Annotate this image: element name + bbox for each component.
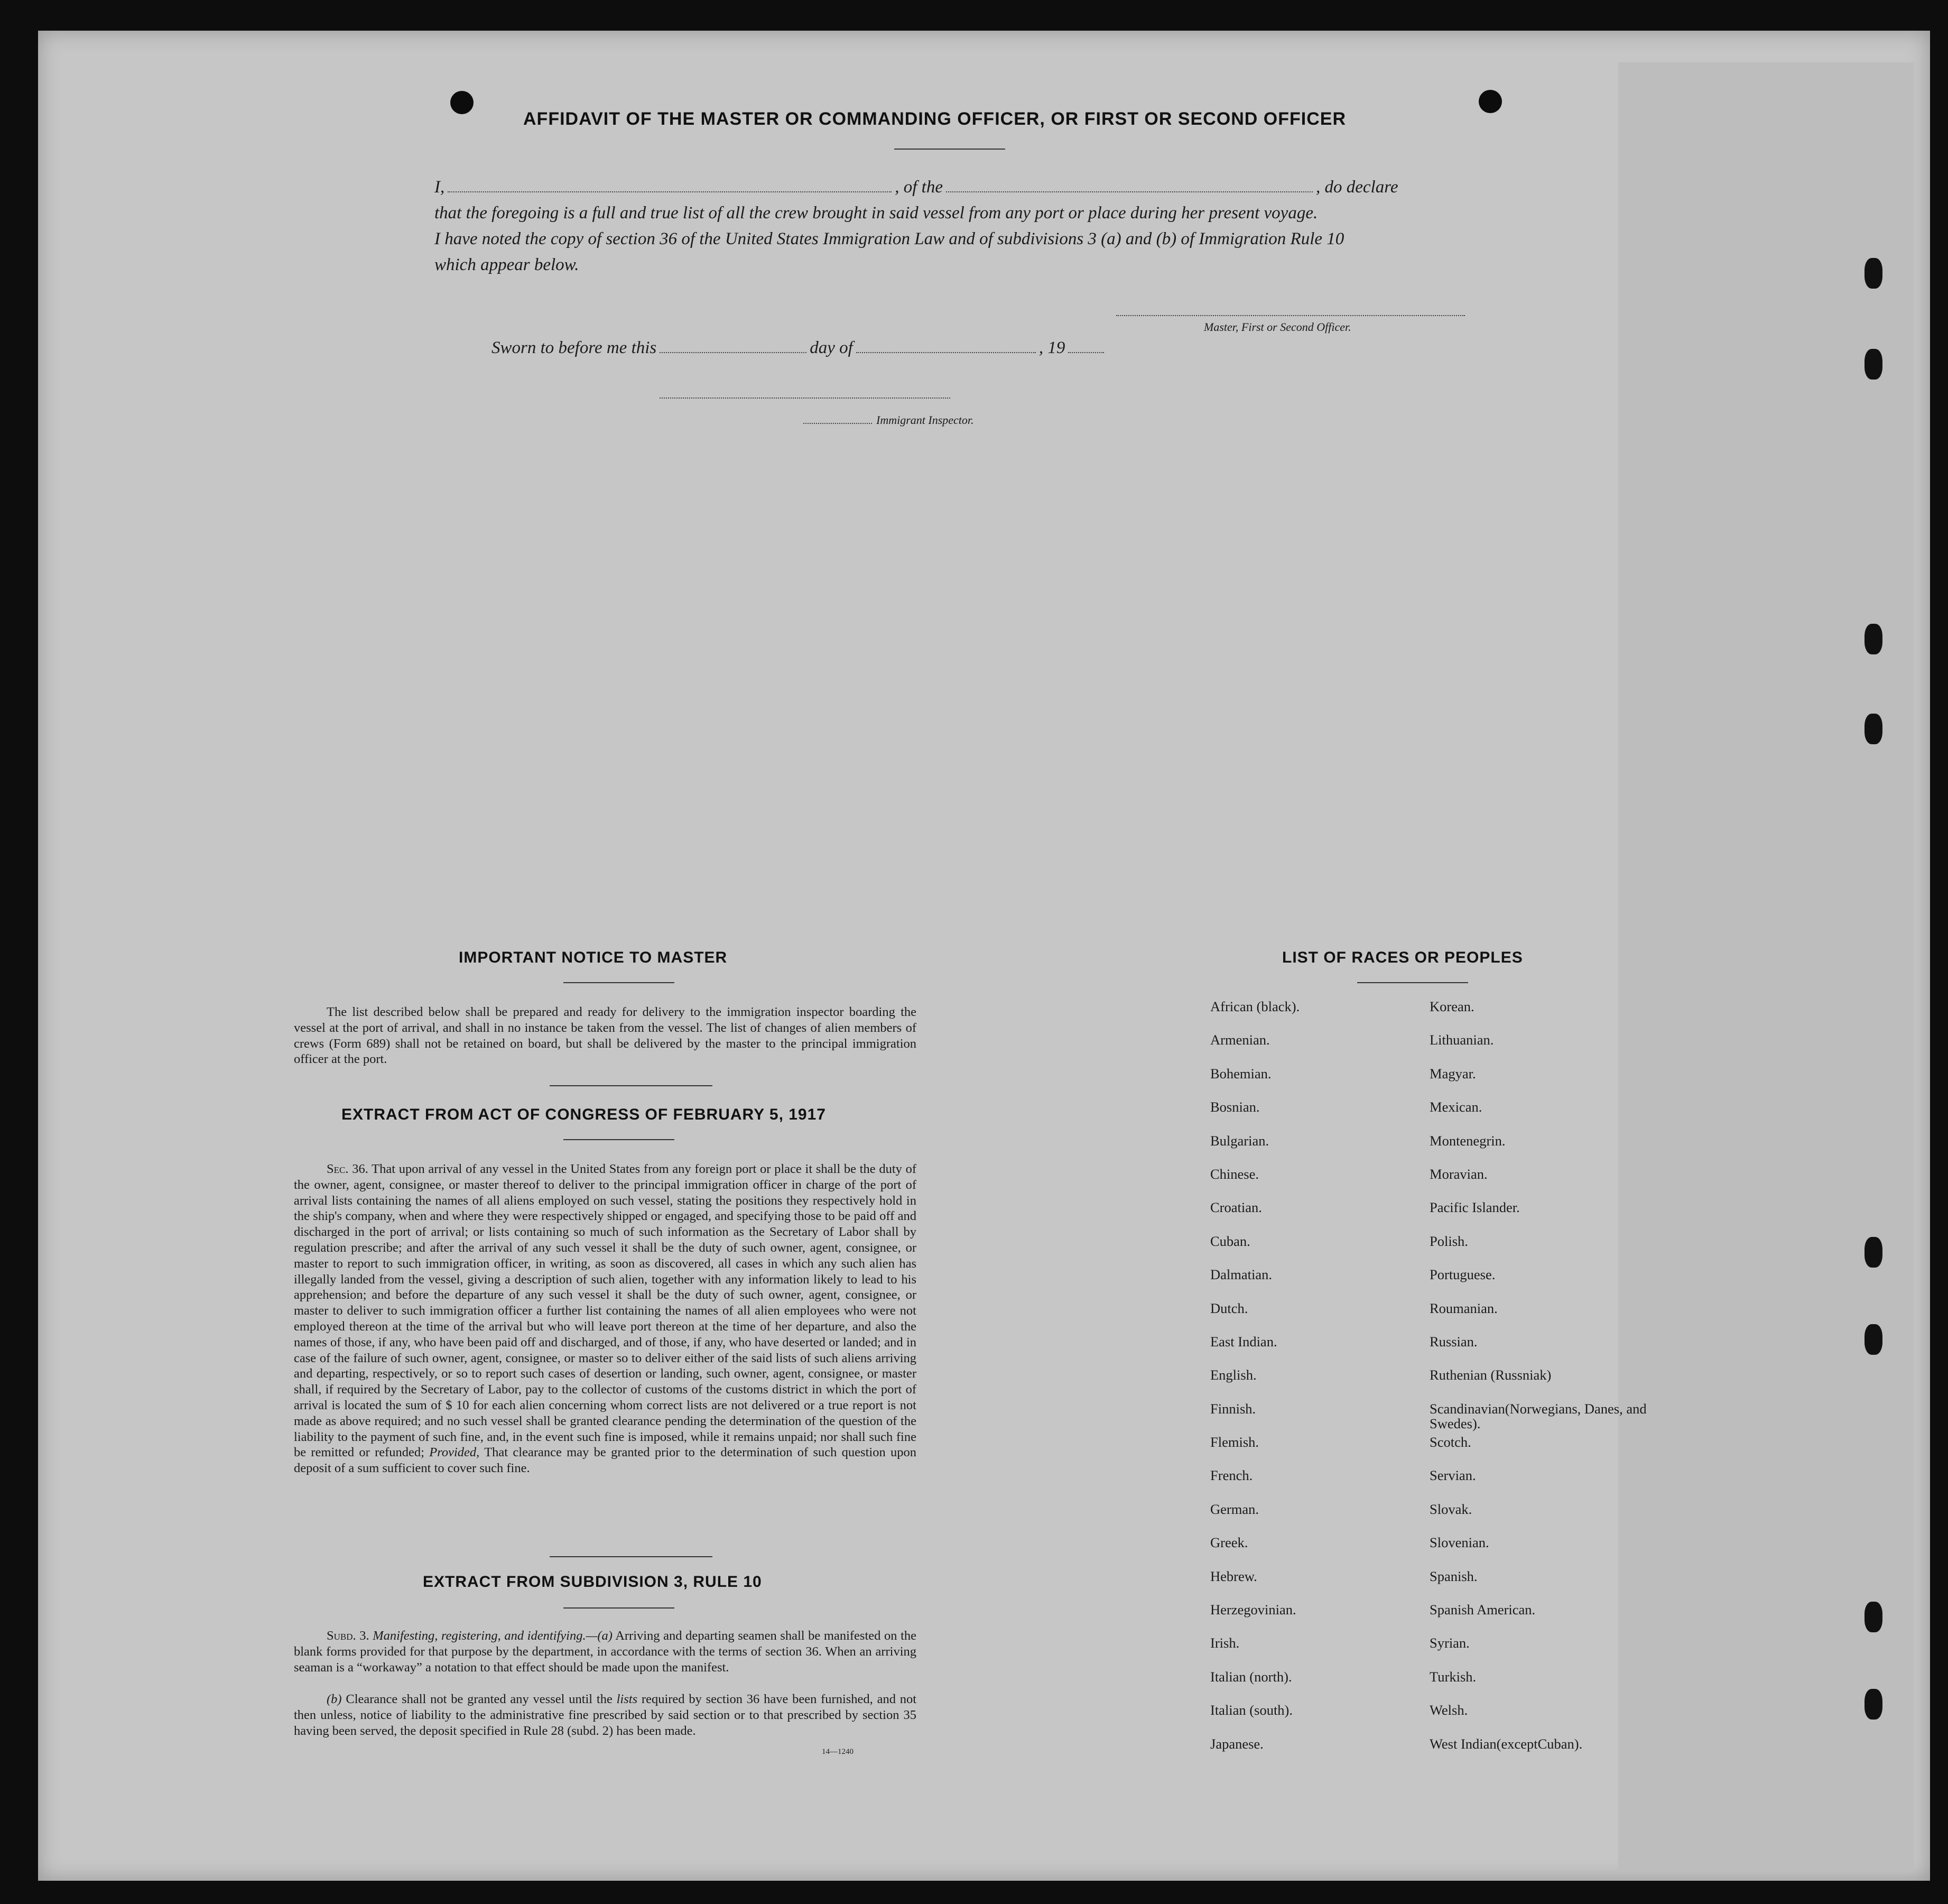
race-item: Magyar. [1430,1065,1476,1082]
affidavit-body [434,174,1499,278]
race-item: Mexican. [1430,1099,1482,1115]
race-item: Roumanian. [1430,1300,1498,1316]
act-text [294,1161,916,1476]
punch-hole-right [1479,90,1502,113]
race-item: Syrian. [1430,1635,1470,1651]
inspector-caption-leader [803,423,872,424]
race-item: Montenegrin. [1430,1132,1506,1149]
vessel-blank[interactable] [946,191,1313,192]
rule-subd-label: Subd. 3. [327,1629,369,1643]
affidavit-line-3: I have noted the copy of section 36 of the United States Immigration Law and of subdivisions 3 (a) and (b) of Immigration Rule 10 [434,229,1344,248]
name-blank[interactable] [448,191,892,192]
race-item: Finnish. [1210,1400,1256,1417]
rule-text-a [294,1628,916,1675]
sworn-year: , 19 [1038,338,1065,357]
act-section-body: That upon arrival of any vessel in the United States from any foreign port or place it shall be the duty of the owner, agent, consignee, or master thereof to deliver to the principal immigration officer in charge of the port of arrival lists containing the names of all aliens employed on such vessel, stating the positions they respectively hold in the ship's company, when and where they were respectively shipped or engaged, and specifying those to be paid off and discharged in the port of arrival; or lists containing so much of such information as the Secretary of Labor shall by regulation prescribe; and after the arrival of any such vessel it shall be the duty of such owner, agent, consignee, or master to report to such immigration officer, in writing, as soon as discovered, all cases in which any such alien has illegally landed from the vessel, giving a description of such alien, together with any information likely to lead to his apprehension; and before the departure of any such vessel it shall be the duty of such owner, agent, consignee, or master to deliver to such immigration officer a further list containing the names of all alien employees who were not employed thereon at the time of the arrival but who will leave port thereon at the time of her departure, and also the names of those, if any, who have been paid off and discharged, and of those, if any, who have deserted or landed; and in case of the failure of such owner, agent, consignee, or master so to deliver either of the said lists of such aliens arriving and departing, respectively, or so to report such cases of desertion or landing, such owner, agent, consignee, or master shall, if required by the Secretary of Labor, pay to the collector of customs of the customs district in which the port of arrival is located the sum of $ 10 for each alien concerning whom correct lists are not delivered or a true report is not made as above required; and no such vessel shall be granted clearance pending the determination of the question of the liability to the payment of such fine, and, in the event such fine is imposed, while it remains unpaid; nor shall such fine be remitted or refunded; [294,1162,917,1460]
sworn-year-blank[interactable] [1068,352,1104,353]
rule-b-lists: lists [616,1692,638,1706]
sworn-line [491,338,1107,358]
race-item: Cuban. [1210,1233,1250,1249]
rule-a-text: Arriving and departing seamen shall be manifested on the blank forms provided for that purpose by the department, in accordance with the terms of section 36. When an arriving seaman is a “workaway” a notation to that effect should be made upon the manifest. [294,1629,916,1675]
race-item: Chinese. [1210,1166,1259,1182]
race-item: Irish. [1210,1635,1240,1651]
race-item: Dalmatian. [1210,1267,1272,1283]
act-provided-label: Provided, [429,1445,480,1460]
act-separator [550,1556,712,1557]
race-item: African (black). [1210,999,1300,1014]
binding-hole [1864,1602,1882,1632]
act-title: EXTRACT FROM ACT OF CONGRESS OF FEBRUARY 5, 1917 [341,1106,826,1123]
race-item: English. [1210,1367,1257,1383]
form-number: 14—1240 [822,1748,854,1756]
rule-a-heading: Manifesting, registering, and identifying.—(a) [373,1629,613,1643]
affidavit-line-2: that the foregoing is a full and true list of all the crew brought in said vessel from any port or place during her present voyage. [434,204,1318,223]
race-item: Slovak. [1430,1501,1472,1517]
race-item: Lithuanian. [1430,1032,1494,1048]
binding-hole [1864,1689,1882,1720]
master-caption: Master, First or Second Officer. [1204,320,1351,334]
inspector-signature-line[interactable] [660,398,950,399]
race-item: Korean. [1430,999,1474,1014]
race-item: Slovenian. [1430,1535,1489,1551]
notice-title-rule [563,982,674,983]
race-item: Bulgarian. [1210,1132,1269,1149]
binding-hole [1864,349,1882,380]
binding-hole [1864,624,1882,654]
act-title-rule [563,1139,674,1140]
race-item: German. [1210,1501,1259,1517]
sworn-day-of: day of [810,338,853,357]
affidavit-of-the: , of the [895,178,943,197]
binding-hole [1864,714,1882,744]
race-item: Pacific Islander. [1430,1199,1520,1216]
race-item: Bohemian. [1210,1065,1272,1082]
binding-hole [1864,258,1882,289]
race-item: Hebrew. [1210,1568,1257,1584]
inspector-caption: Immigrant Inspector. [876,413,974,427]
binding-hole [1864,1237,1882,1268]
rule-title: EXTRACT FROM SUBDIVISION 3, RULE 10 [423,1573,762,1591]
affidavit-title-rule [894,149,1005,150]
race-item: Italian (south). [1210,1702,1293,1718]
punch-hole-left [450,91,474,114]
binding-hole [1864,1324,1882,1355]
race-item: Greek. [1210,1535,1248,1551]
affidavit-line-4: which appear below. [434,255,579,274]
race-item: Ruthenian (Russniak) [1430,1367,1552,1383]
race-item: Italian (north). [1210,1668,1292,1685]
races-title-rule [1357,982,1468,983]
race-item: Russian. [1430,1333,1478,1350]
races-list [1210,999,1686,1770]
race-item: Polish. [1430,1233,1468,1249]
races-title: LIST OF RACES OR PEOPLES [1282,949,1523,966]
race-item: Scandinavian(Norwegians, Danes, and Swedes). [1430,1400,1647,1431]
master-signature-line[interactable] [1116,315,1465,316]
rule-title-rule [563,1607,674,1609]
affidavit-declare: , do declare [1315,178,1398,197]
race-item: French. [1210,1467,1253,1484]
race-item: Armenian. [1210,1032,1270,1048]
sworn-month-blank[interactable] [856,352,1036,353]
race-item: Croatian. [1210,1199,1262,1216]
rule-b-text-2: required by section 36 have been furnished, and not then unless, notice of liability to the administrative fine prescribed by said section or to that prescribed by section 35 having been served, the deposit specified in Rule 28 (subd. 2) has been made. [294,1692,917,1738]
notice-title: IMPORTANT NOTICE TO MASTER [459,949,728,966]
affidavit-i: I, [434,178,445,197]
race-item: Dutch. [1210,1300,1248,1316]
sworn-day-blank[interactable] [660,352,806,353]
race-item: Spanish American. [1430,1602,1536,1618]
act-section-label: Sec. 36. [327,1162,368,1176]
rule-b-label: (b) [327,1692,342,1706]
race-item: Moravian. [1430,1166,1488,1182]
race-item: Spanish. [1430,1568,1478,1584]
notice-text: The list described below shall be prepared and ready for delivery to the immigration inspector boarding the vessel at the port of arrival, and shall in no instance be taken from the vessel. The list of changes of alien members of crews (Form 689) shall not be retained on board, but shall be delivered by the master to the principal immigration officer at the port. [294,1005,916,1067]
race-item: Welsh. [1430,1702,1468,1718]
race-item: East Indian. [1210,1333,1277,1350]
rule-b-text-1: Clearance shall not be granted any vessel until the [346,1692,613,1706]
race-item: Bosnian. [1210,1099,1260,1115]
race-item: West Indian(exceptCuban). [1430,1735,1583,1752]
rule-text-b [294,1692,916,1739]
sworn-prefix: Sworn to before me this [491,338,657,357]
affidavit-line-1 [434,174,1499,200]
race-item: Portuguese. [1430,1267,1496,1283]
race-item: Flemish. [1210,1434,1259,1450]
act-section-end: That clearance may be granted prior to the determination of such question upon deposit of a sum sufficient to cover such fine. [294,1445,917,1476]
race-item: Servian. [1430,1467,1476,1484]
race-item: Scotch. [1430,1434,1471,1450]
race-item: Japanese. [1210,1735,1264,1752]
race-item: Herzegovinian. [1210,1602,1296,1618]
notice-separator [550,1085,712,1086]
race-item: Turkish. [1430,1668,1477,1685]
affidavit-title: AFFIDAVIT OF THE MASTER OR COMMANDING OFFICER, OR FIRST OR SECOND OFFICER [523,109,1346,129]
